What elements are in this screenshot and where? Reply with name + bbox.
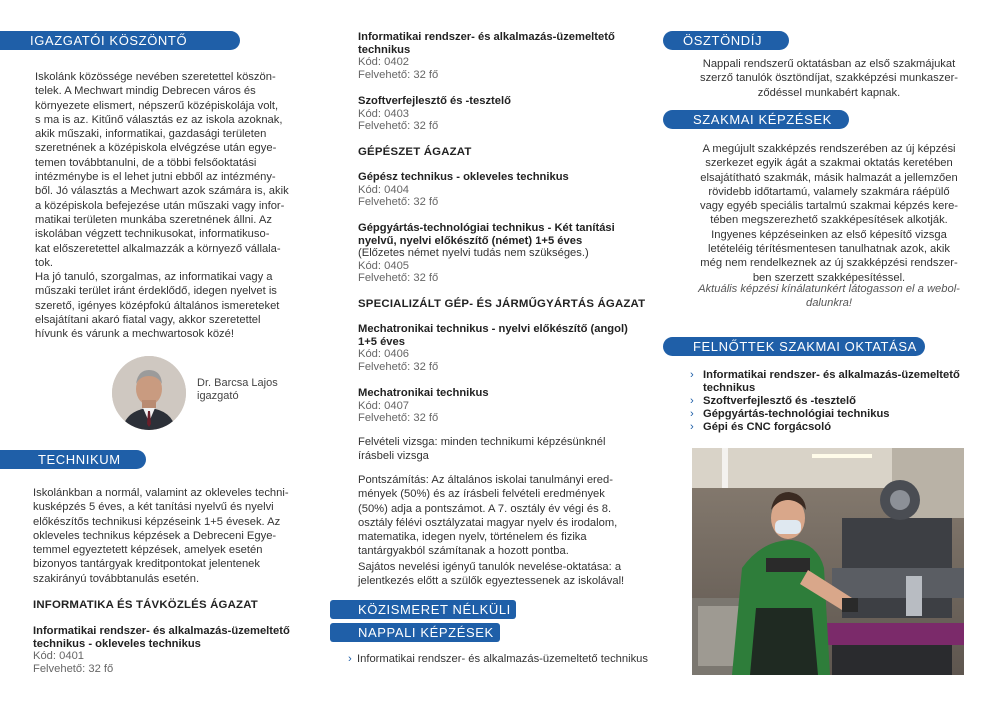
welcome-line: szeretnének a középiskola elvégzése után egye- [35, 142, 277, 155]
welcome-line: matikai területen munkába szeretnének állni. Az [35, 213, 272, 226]
osztondij-line: szerző tanulók ösztöndíjat, szakképzési munkaszer- [699, 72, 959, 85]
chevron-right-icon: › [690, 408, 694, 420]
technikum-line: előkészítős technikusi képzéseink 1+5 évesek. Az [33, 515, 281, 528]
szakmai-line: vagy egyéb speciális tartalmú szakmai képzés kere- [699, 200, 959, 213]
technikum-line: Iskolánkban a normál, valamint az okleveles techni- [33, 487, 289, 499]
welcome-line: hívunk és várunk a mechwartosok közé! [35, 328, 234, 341]
program-entry-0407 [358, 387, 640, 425]
special-needs-text [358, 560, 640, 589]
banner-nappali-kepzesek: NAPPALI KÉPZÉSEK [330, 623, 500, 642]
program-entry-0404 [358, 171, 640, 209]
workshop-photo [692, 448, 964, 675]
points-line: matematika, idegen nyelv, történelem és fizika [358, 531, 587, 544]
felnottek-item-label: Informatikai rendszer- és alkalmazás-üzemeltető technikus [703, 369, 960, 394]
welcome-line: telek. A Mechwart mindig Debrecen város és [35, 85, 256, 98]
program-code: Kód: 0402 [358, 56, 410, 68]
director-role: igazgató [197, 390, 239, 402]
szakmai-line: szerkezet egyik ágát a szakmai oktatás keretében [705, 157, 953, 170]
welcome-line: intézménybe is el lehet jutni ebből az intézmény- [35, 171, 276, 184]
technikum-line: temmel egyeztetett képzések, amelyek esetén [33, 544, 263, 557]
osztondij-text [688, 57, 970, 100]
program-seats: Felvehető: 32 fő [358, 120, 439, 132]
chevron-right-icon: › [690, 369, 694, 381]
exam-line: Felvételi vizsga: minden technikumi képzésünknél [358, 436, 606, 448]
welcome-line: elsajátítani akaró fiatal vagy, akkor szeretettel [35, 314, 261, 327]
program-entry-0405 [358, 222, 640, 285]
felnottek-list-item [690, 395, 980, 408]
entrance-exam-text [358, 435, 638, 464]
special-needs-line: jelentkezés előtt a szülők egyeztessenek az iskolával! [358, 575, 625, 588]
felnottek-list-item [690, 369, 980, 395]
szakmai-line: A megújult szakképzés rendszerében az új képzési [702, 143, 956, 155]
program-code: Kód: 0404 [358, 183, 410, 196]
szakmai-line: letételéig térítésmentesen tanulhatnak azok, akik [708, 243, 950, 256]
column-middle [330, 0, 655, 708]
nappali-item-label: Informatikai rendszer- és alkalmazás-üzemeltető technikus [357, 653, 648, 665]
felnottek-list-item [690, 408, 980, 421]
points-line: mények (50%) és az írásbeli felvételi eredmények [358, 488, 605, 501]
section-gepeszet: GÉPÉSZET ÁGAZAT [358, 146, 472, 158]
nappali-list-item [348, 653, 648, 666]
website-note [688, 282, 970, 311]
technikum-line: okleveles technikus képzések a Debreceni Egye- [33, 529, 277, 542]
exam-line: írásbeli vizsga [358, 450, 429, 463]
program-title: Mechatronikai technikus - nyelvi előkészítő (angol) 1+5 éves [358, 323, 628, 348]
points-line: (50%) adja a pontszámot. A 7. osztály év végi és 8. [358, 502, 612, 515]
banner-kozismeret-nelkuli: KÖZISMERET NÉLKÜLI [330, 600, 516, 619]
program-entry-0401 [33, 625, 313, 675]
welcome-line: ből. Jó választás a Mechwart azok számára is, akik [35, 185, 289, 198]
welcome-line: tok. [35, 256, 54, 269]
welcome-line: környezete elismert, népszerű középiskolája volt, [35, 99, 279, 112]
osztondij-line: ződéssel munkabért kapnak. [757, 86, 901, 99]
points-calculation-text [358, 473, 638, 559]
felnottek-item-label: Gépi és CNC forgácsoló [703, 421, 832, 433]
felnottek-item-label: Szoftverfejlesztő és -tesztelő [703, 395, 856, 407]
banner-szakmai-kepzesek: SZAKMAI KÉPZÉSEK [663, 110, 849, 129]
technikum-line: kusképzés 5 éves, a két tanítási nyelvű és nyelvi [33, 501, 274, 514]
welcome-line: iskolában végzett technikusokat, informatikuso- [35, 228, 270, 241]
program-title: Szoftverfejlesztő és -tesztelő [358, 95, 511, 107]
section-informatika: INFORMATIKA ÉS TÁVKÖZLÉS ÁGAZAT [33, 599, 258, 611]
website-line: dalunkra! [805, 297, 853, 310]
szakmai-line: ben szerzett szakképesítéssel. [752, 271, 906, 284]
program-code: Kód: 0406 [358, 348, 410, 360]
felnottek-list [690, 369, 980, 434]
program-title: Informatikai rendszer- és alkalmazás-üzemeltető technikus [358, 31, 615, 56]
szakmai-line: még nem rendelkeznek az új szakképzési rendszer- [700, 257, 958, 270]
program-title: Informatikai rendszer- és alkalmazás-üzemeltető technikus - okleveles technikus [33, 625, 290, 650]
szakmai-line: rövidebb időtartamú, valamely szakmára ráépülő [708, 185, 950, 198]
szakmai-line: elsajátítható szakmák, másik halmazát a jellemzően [700, 171, 958, 184]
welcome-line: akik műszaki, informatikai, gazdasági területen [35, 128, 267, 141]
felnottek-item-label: Gépgyártás-technológiai technikus [703, 408, 890, 420]
banner-igazgatoi-koszonto: IGAZGATÓI KÖSZÖNTŐ [0, 31, 240, 50]
program-code: Kód: 0405 [358, 259, 410, 272]
banner-osztondij: ÖSZTÖNDÍJ [663, 31, 789, 50]
welcome-line: s ma is az. Kitűnő választás ez az iskola azoknak, [35, 113, 283, 126]
welcome-text [35, 70, 297, 342]
felnottek-list-item [690, 421, 980, 434]
website-line: Aktuális képzési kínálatunkért látogasson el a webol- [698, 283, 960, 295]
program-seats: Felvehető: 32 fő [358, 68, 439, 81]
program-seats: Felvehető: 32 fő [358, 412, 439, 424]
szakmai-text [688, 142, 970, 285]
program-seats: Felvehető: 32 fő [358, 272, 439, 284]
program-code: Kód: 0407 [358, 399, 410, 412]
director-portrait [112, 356, 186, 430]
points-line: Pontszámítás: Az általános iskolai tanulmányi ered- [358, 474, 613, 486]
program-seats: Felvehető: 32 fő [358, 360, 439, 373]
program-title: Gépgyártás-technológiai technikus - Két tanítási nyelvű, nyelvi előkészítő (német) 1+5 éves [358, 222, 615, 247]
technikum-line: szakirányú továbbtanulás esetén. [33, 572, 200, 585]
technikum-text [33, 486, 303, 586]
program-code: Kód: 0403 [358, 107, 410, 120]
director-name: Dr. Barcsa Lajos [197, 377, 278, 389]
special-needs-line: Sajátos nevelési igényű tanulók nevelése-oktatása: a [358, 561, 622, 573]
welcome-line: a középiskola befejezése után műszaki vagy infor- [35, 199, 285, 212]
banner-felnottek-szakmai-oktatasa: FELNŐTTEK SZAKMAI OKTATÁSA [663, 337, 925, 356]
program-title: Gépész technikus - okleveles technikus [358, 171, 569, 183]
program-code: Kód: 0401 [33, 650, 85, 662]
points-line: tantárgyakból számítanak a hozott pontba. [358, 545, 569, 558]
banner-technikum: TECHNIKUM [0, 450, 146, 469]
program-entry-0403 [358, 95, 640, 133]
program-seats: Felvehető: 32 fő [358, 196, 439, 208]
welcome-line: Iskolánk közössége nevében szeretettel köszön- [35, 71, 276, 83]
column-left [0, 0, 330, 708]
szakmai-line: Ingyenes képzéseinken az első képesítő vizsga [711, 228, 947, 241]
technikum-line: bizonyos tantárgyak kreditpontokat jelentenek [33, 558, 261, 571]
chevron-right-icon: › [690, 395, 694, 407]
program-entry-0406 [358, 323, 640, 373]
welcome-line: műszaki terület iránt érdeklődő, idegen nyelvet is [35, 285, 277, 298]
director-signature [197, 377, 278, 403]
program-note: (Előzetes német nyelvi tudás nem szükséges.) [358, 247, 589, 259]
program-entry-0402 [358, 31, 640, 81]
points-line: osztály félévi osztályzatai magyar nyelv és irodalom, [358, 516, 618, 529]
section-specializalt: SPECIALIZÁLT GÉP- ÉS JÁRMŰGYÁRTÁS ÁGAZAT [358, 298, 646, 310]
osztondij-line: Nappali rendszerű oktatásban az első szakmájukat [702, 58, 956, 70]
welcome-line: kat előszeretettel alkalmazzák a környező vállala- [35, 242, 281, 255]
welcome-line: Ha jó tanuló, szorgalmas, az informatikai vagy a [35, 271, 273, 284]
program-title: Mechatronikai technikus [358, 387, 489, 399]
chevron-right-icon: › [348, 653, 352, 665]
chevron-right-icon: › [690, 421, 694, 433]
welcome-line: temen továbbtanulni, de a többi felsőoktatási [35, 156, 257, 169]
program-seats: Felvehető: 32 fő [33, 662, 114, 675]
szakmai-line: tében megszerezhető szakképesítések alkotják. [710, 214, 948, 227]
welcome-line: szerető, igényes középfokú általános ismereteket [35, 299, 280, 312]
